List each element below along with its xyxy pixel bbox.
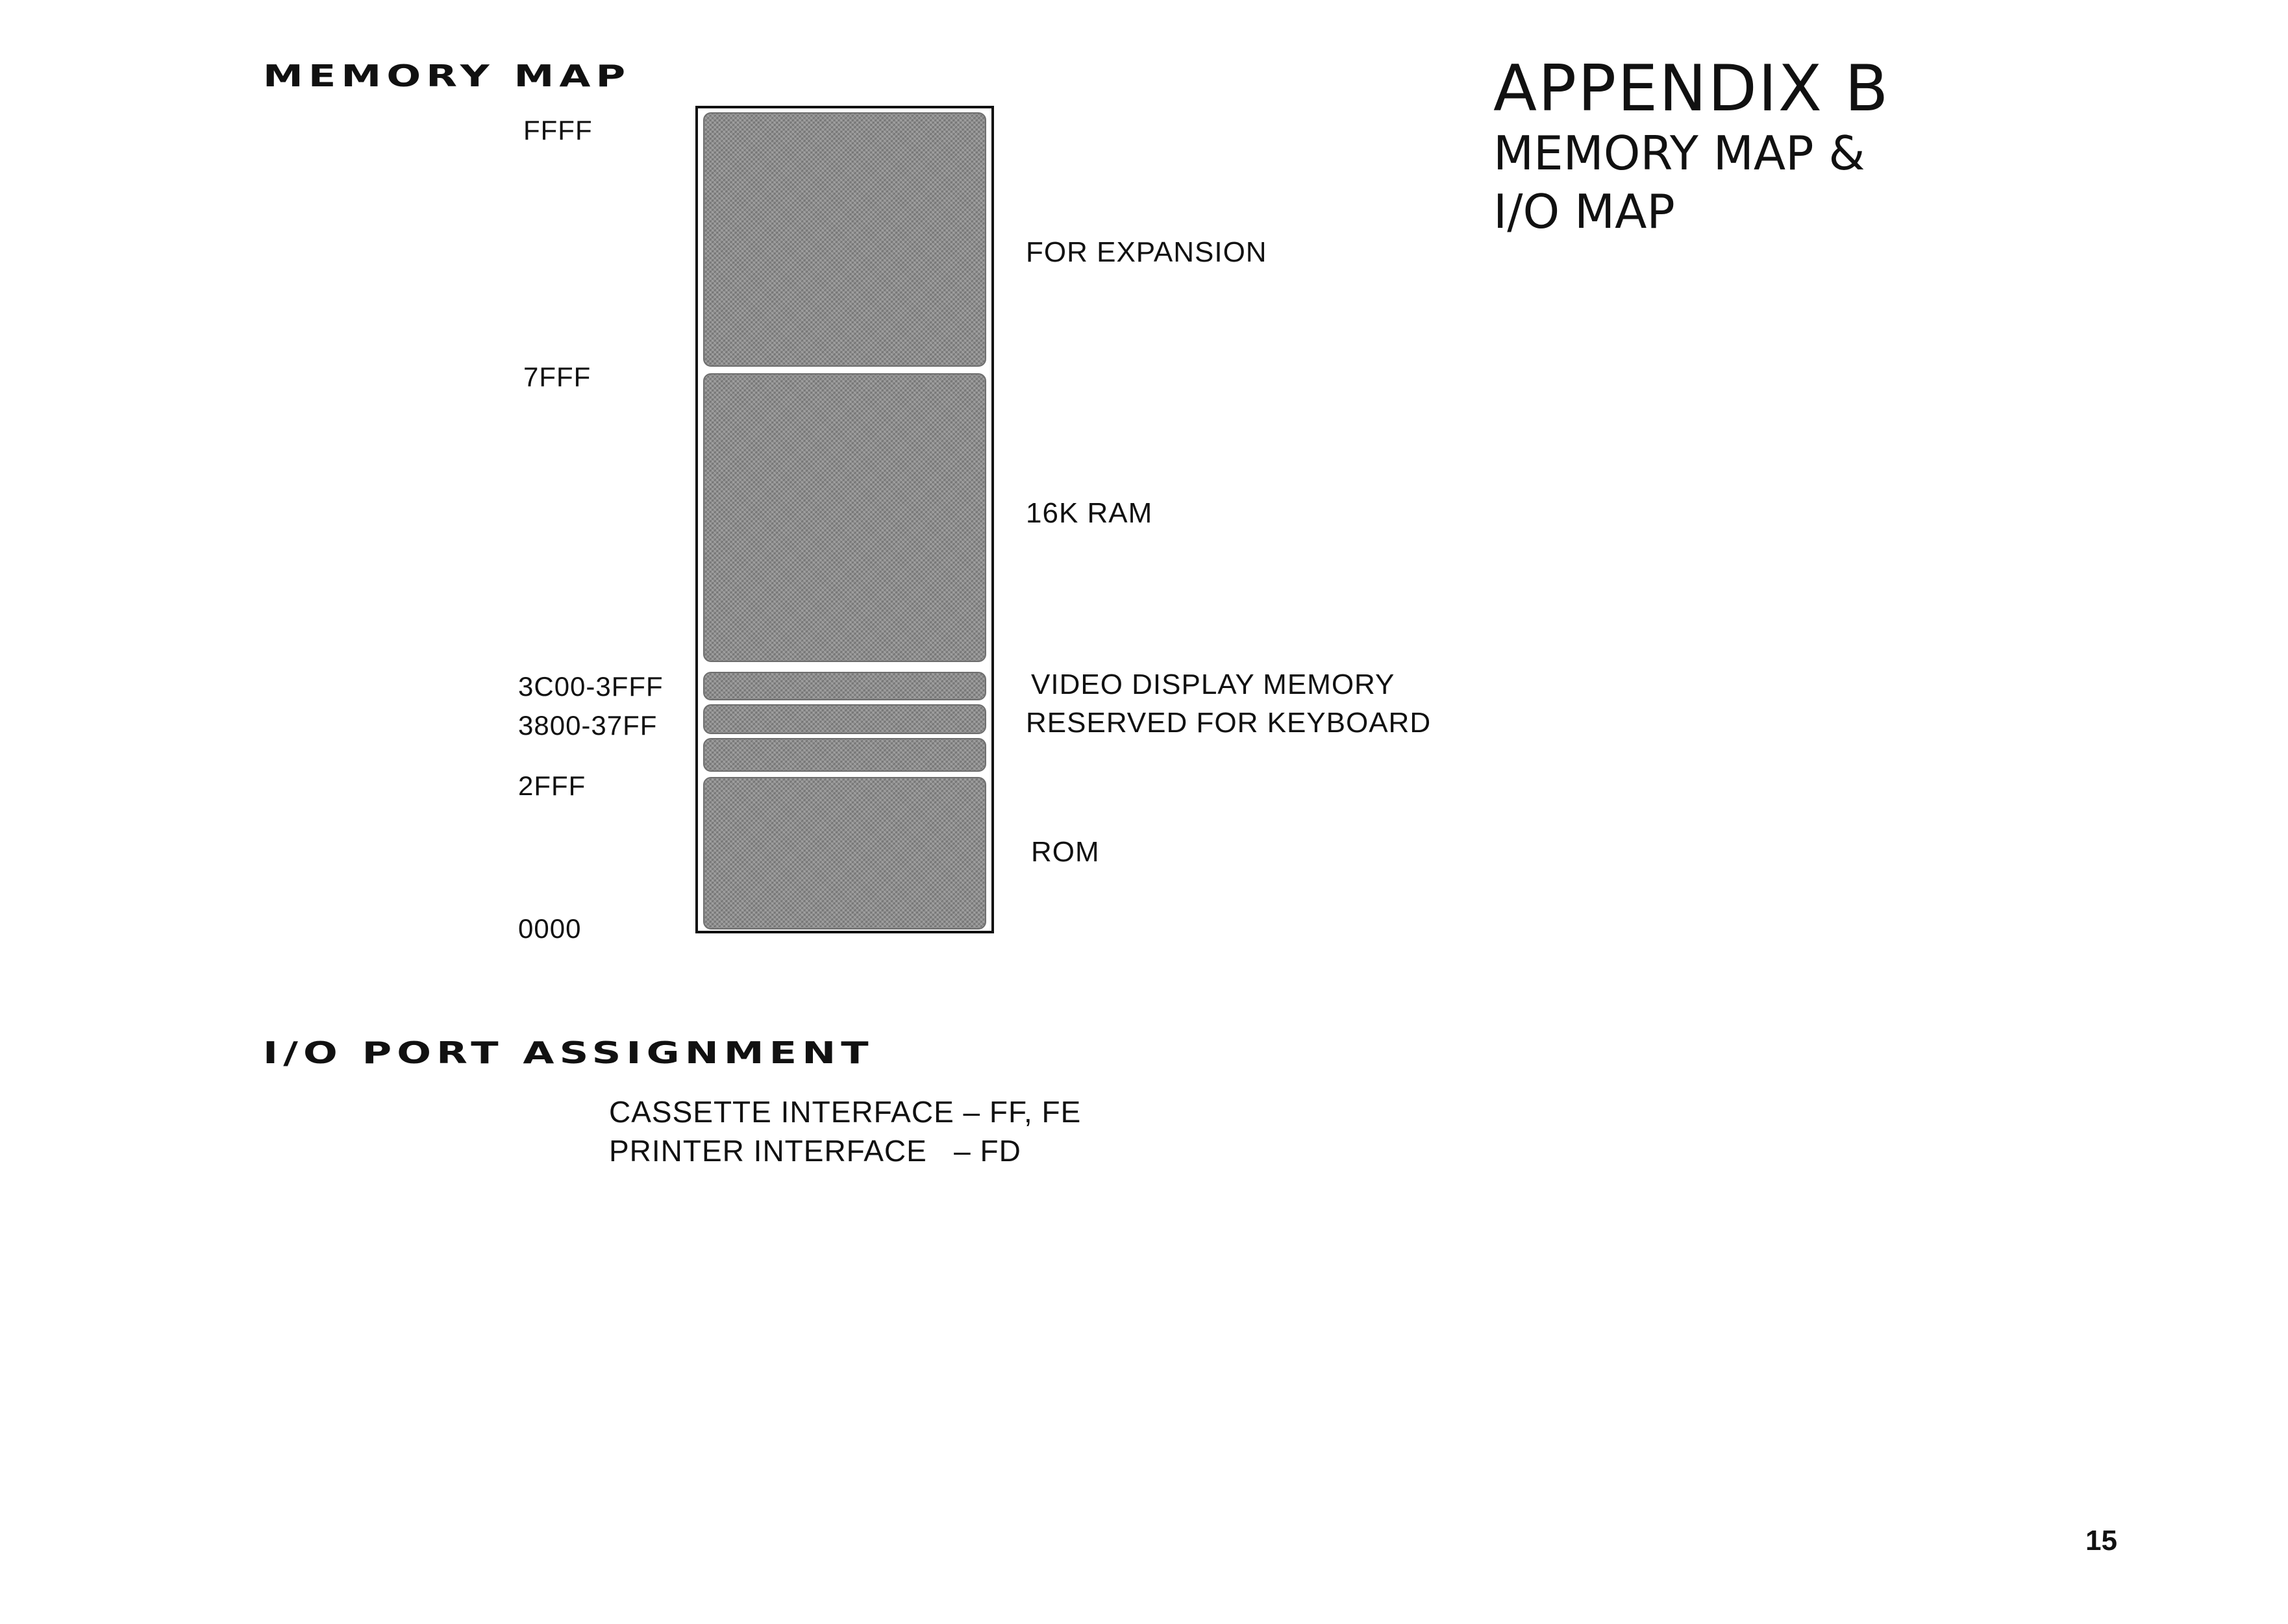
- video-memory-block: [703, 672, 986, 700]
- region-label-video: VIDEO DISPLAY MEMORY: [1031, 669, 1395, 700]
- appendix-title: APPENDIX B: [1493, 52, 1890, 126]
- address-3800-37ff: 3800-37FF: [518, 710, 658, 741]
- appendix-subtitle-line1: MEMORY MAP &: [1493, 126, 1865, 180]
- unlabeled-block: [703, 738, 986, 772]
- address-3c00-3fff: 3C00-3FFF: [518, 671, 664, 702]
- io-line-printer: PRINTER INTERFACE – FD: [609, 1134, 1021, 1168]
- address-7fff: 7FFF: [523, 362, 591, 392]
- io-line-cassette: CASSETTE INTERFACE – FF, FE: [609, 1095, 1082, 1129]
- address-ffff: FFFF: [523, 115, 593, 145]
- region-label-ram: 16K RAM: [1026, 497, 1153, 529]
- memory-map-diagram: [695, 106, 994, 933]
- region-label-expansion: FOR EXPANSION: [1026, 236, 1267, 268]
- region-label-rom: ROM: [1031, 836, 1100, 868]
- page-number: 15: [2085, 1525, 2117, 1556]
- ram-block: [703, 373, 986, 662]
- region-label-keyboard: RESERVED FOR KEYBOARD: [1026, 707, 1432, 739]
- address-0000: 0000: [518, 913, 582, 944]
- io-port-heading: I/O PORT ASSIGNMENT: [263, 1035, 874, 1070]
- rom-block: [703, 777, 986, 929]
- appendix-subtitle-line2: I/O MAP: [1493, 184, 1675, 239]
- address-2fff: 2FFF: [518, 770, 586, 801]
- memory-map-heading: MEMORY MAP: [263, 58, 631, 93]
- expansion-block: [703, 112, 986, 367]
- keyboard-reserved-block: [703, 704, 986, 734]
